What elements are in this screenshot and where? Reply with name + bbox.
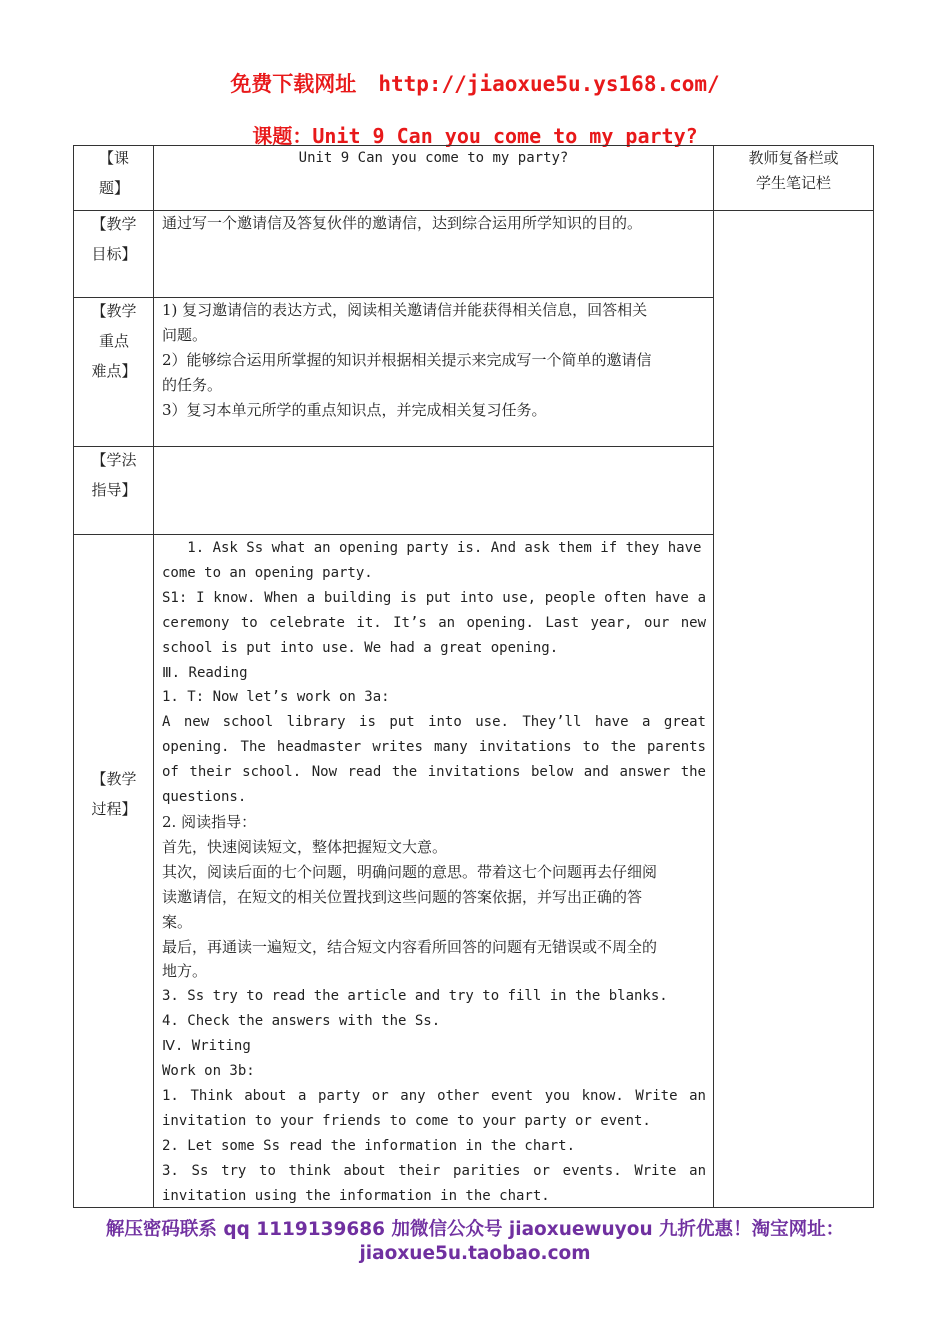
process-line: 地方。 — [162, 962, 208, 981]
process-line: 1. Think about a party or any other event you know. Write an — [162, 1087, 706, 1104]
process-line: 首先，快速阅读短文，整体把握短文大意。 — [162, 837, 448, 856]
process-line: ceremony to celebrate it. It’s an opening. Last year, our new — [162, 614, 706, 631]
side-column-header — [714, 146, 873, 196]
header-url[interactable]: http://jiaoxue5u.ys168.com/ — [378, 72, 720, 96]
footer-store-link[interactable]: jiaoxue5u.taobao.com — [359, 1243, 591, 1264]
label-method — [74, 445, 154, 505]
lesson-plan-table — [73, 145, 874, 1208]
process-line: 2. Let some Ss read the information in the chart. — [162, 1137, 576, 1154]
footer-contact — [0, 1218, 950, 1266]
process-line: invitation to your friends to come to your party or event. — [162, 1112, 651, 1129]
process-line: 1. Ask Ss what an opening party is. And ask them if they have — [162, 540, 702, 556]
process-line: 4. Check the answers with the Ss. — [162, 1013, 441, 1030]
process-line: Work on 3b: — [162, 1063, 255, 1080]
process-line: 2. 阅读指导： — [162, 812, 257, 831]
process-line: 3. Ss try to read the article and try to fill in the blanks. — [162, 988, 668, 1005]
label-topic — [74, 143, 154, 203]
process-line: Ⅲ. Reading — [162, 664, 248, 681]
objective-content: 通过写一个邀请信及答复伙伴的邀请信，达到综合运用所学知识的目的。 — [162, 214, 643, 232]
label-process — [74, 764, 154, 824]
footer-line1: 解压密码联系 qq 1119139686 加微信公众号 jiaoxuewuyou 九折优惠！淘宝网址： — [105, 1219, 845, 1240]
label-process-line2: 过程】 — [91, 800, 137, 818]
header-label: 免费下载网址 — [230, 72, 357, 96]
label-topic-line2: 题】 — [98, 179, 129, 197]
process-line: 最后，再通读一遍短文，结合短文内容看所回答的问题有无错误或不周全的 — [162, 937, 658, 956]
key-point-1a: 1) 复习邀请信的表达方式，阅读相关邀请信并能获得相关信息，回答相关 — [162, 301, 648, 319]
label-objective — [74, 209, 154, 269]
key-point-2b: 的任务。 — [162, 376, 223, 394]
process-line: questions. — [162, 789, 247, 806]
process-line: come to an opening party. — [162, 564, 373, 581]
label-key-line1: 【教学 — [91, 302, 137, 320]
divider-row-method — [74, 534, 713, 535]
label-objective-line1: 【教学 — [91, 215, 137, 233]
label-objective-line2: 目标】 — [91, 245, 137, 263]
label-key-points — [74, 296, 154, 386]
process-line: invitation using the information in the chart. — [162, 1187, 550, 1204]
divider-side-column — [713, 146, 714, 1207]
label-process-line1: 【教学 — [91, 770, 137, 788]
process-line: school is put into use. We had a great opening. — [162, 639, 559, 656]
process-line: 3. Ss try to think about their parities or events. Write an — [162, 1162, 706, 1179]
key-point-1b: 问题。 — [162, 326, 208, 344]
label-method-line2: 指导】 — [91, 481, 137, 499]
side-header-line2: 学生笔记栏 — [755, 174, 831, 192]
header-download-link[interactable] — [0, 68, 950, 98]
process-line: 其次，阅读后面的七个问题，明确问题的意思。带着这七个问题再去仔细阅 — [162, 862, 658, 881]
process-line: 案。 — [162, 912, 193, 931]
process-line: 1. T: Now let’s work on 3a: — [162, 689, 390, 706]
process-line: 读邀请信，在短文的相关位置找到这些问题的答案依据，并写出正确的答 — [162, 887, 643, 906]
label-method-line1: 【学法 — [91, 451, 137, 469]
process-line: opening. The headmaster writes many invitations to the parents — [162, 739, 706, 756]
side-header-line1: 教师复备栏或 — [748, 149, 839, 167]
key-point-3: 3）复习本单元所学的重点知识点，并完成相关复习任务。 — [162, 401, 547, 419]
divider-row-keypoints — [74, 446, 713, 447]
lesson-title: 课题：Unit 9 Can you come to my party? — [252, 124, 698, 148]
label-topic-line1: 【课 — [98, 149, 129, 167]
key-points-content — [162, 298, 706, 423]
process-line: Ⅳ. Writing — [162, 1038, 251, 1055]
topic-content: Unit 9 Can you come to my party? — [298, 150, 569, 166]
process-line: S1: I know. When a building is put into use, people often have a — [162, 589, 706, 606]
label-key-line3: 难点】 — [91, 362, 137, 380]
key-point-2a: 2）能够综合运用所掌握的知识并根据相关提示来完成写一个简单的邀请信 — [162, 351, 652, 369]
process-content — [162, 536, 706, 1208]
process-line: of their school. Now read the invitations below and answer the — [162, 764, 706, 781]
label-key-line2: 重点 — [98, 332, 129, 350]
process-line: A new school library is put into use. They’ll have a great — [162, 714, 706, 731]
